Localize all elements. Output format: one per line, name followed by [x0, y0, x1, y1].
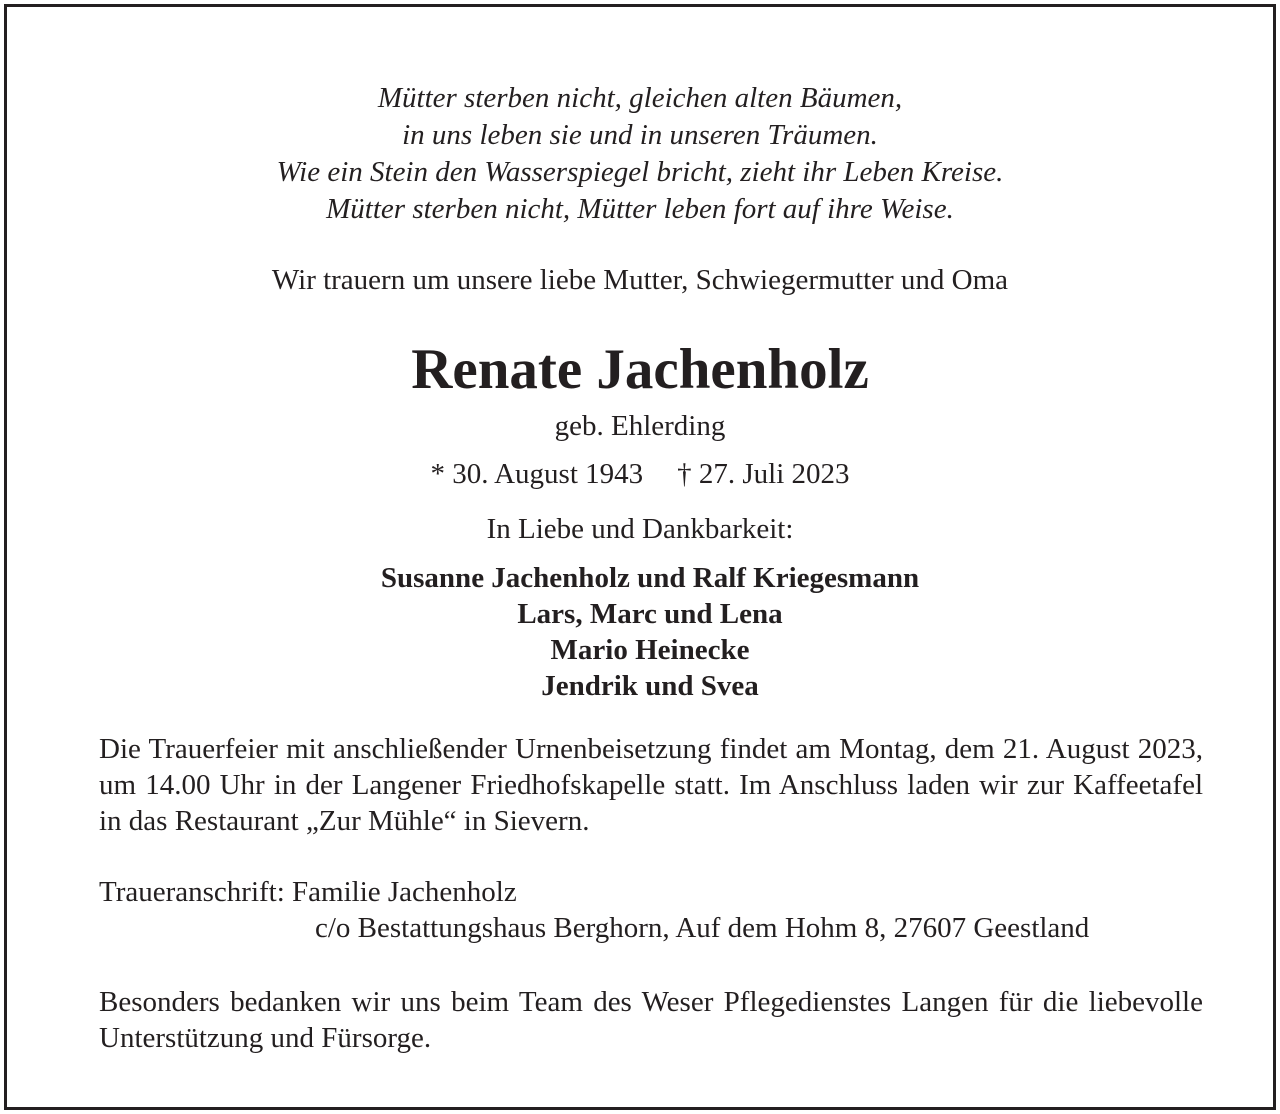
- family-member: Susanne Jachenholz und Ralf Kriegesmann: [380, 562, 920, 594]
- poem: [0, 80, 1280, 228]
- death-date: † 27. Juli 2023: [677, 458, 850, 490]
- thanks-note: Besonders bedanken wir uns beim Team des Weser Pflegedienstes Langen für die liebevolle Unterstützung und Fürsorge.: [99, 986, 1203, 1054]
- love-line: In Liebe und Dankbarkeit:: [486, 513, 794, 545]
- address-line: c/o Bestattungshaus Berghorn, Auf dem Hohm 8, 27607 Geestland: [315, 912, 1090, 944]
- poem-line: in uns leben sie und in unseren Träumen.: [402, 119, 878, 151]
- maiden-name: geb. Ehlerding: [554, 410, 726, 442]
- mourning-address: [99, 874, 1203, 946]
- family-member: Mario Heinecke: [550, 634, 750, 666]
- family-list: [0, 560, 1280, 704]
- family-member: Lars, Marc und Lena: [517, 598, 783, 630]
- address-line: Traueranschrift: Familie Jachenholz: [99, 876, 517, 908]
- poem-line: Mütter sterben nicht, gleichen alten Bäumen,: [377, 82, 903, 114]
- funeral-notice: Die Trauerfeier mit anschließender Urnenbeisetzung findet am Montag, dem 21. August 2023, um 14.00 Uhr in der Langener Friedhofskapelle statt. Im Anschluss laden wir zur Kaffeetafel in das Restaurant „Zur Mühle“ in Sievern.: [99, 733, 1203, 837]
- poem-line: Wie ein Stein den Wasserspiegel bricht, zieht ihr Leben Kreise.: [276, 156, 1004, 188]
- intro-text: Wir trauern um unsere liebe Mutter, Schwiegermutter und Oma: [271, 264, 1009, 296]
- poem-line: Mütter sterben nicht, Mütter leben fort auf ihre Weise.: [326, 193, 954, 225]
- birth-date: * 30. August 1943: [430, 458, 644, 490]
- family-member: Jendrik und Svea: [541, 670, 759, 702]
- deceased-name: Renate Jachenholz: [411, 338, 869, 401]
- life-dates: [0, 456, 1280, 492]
